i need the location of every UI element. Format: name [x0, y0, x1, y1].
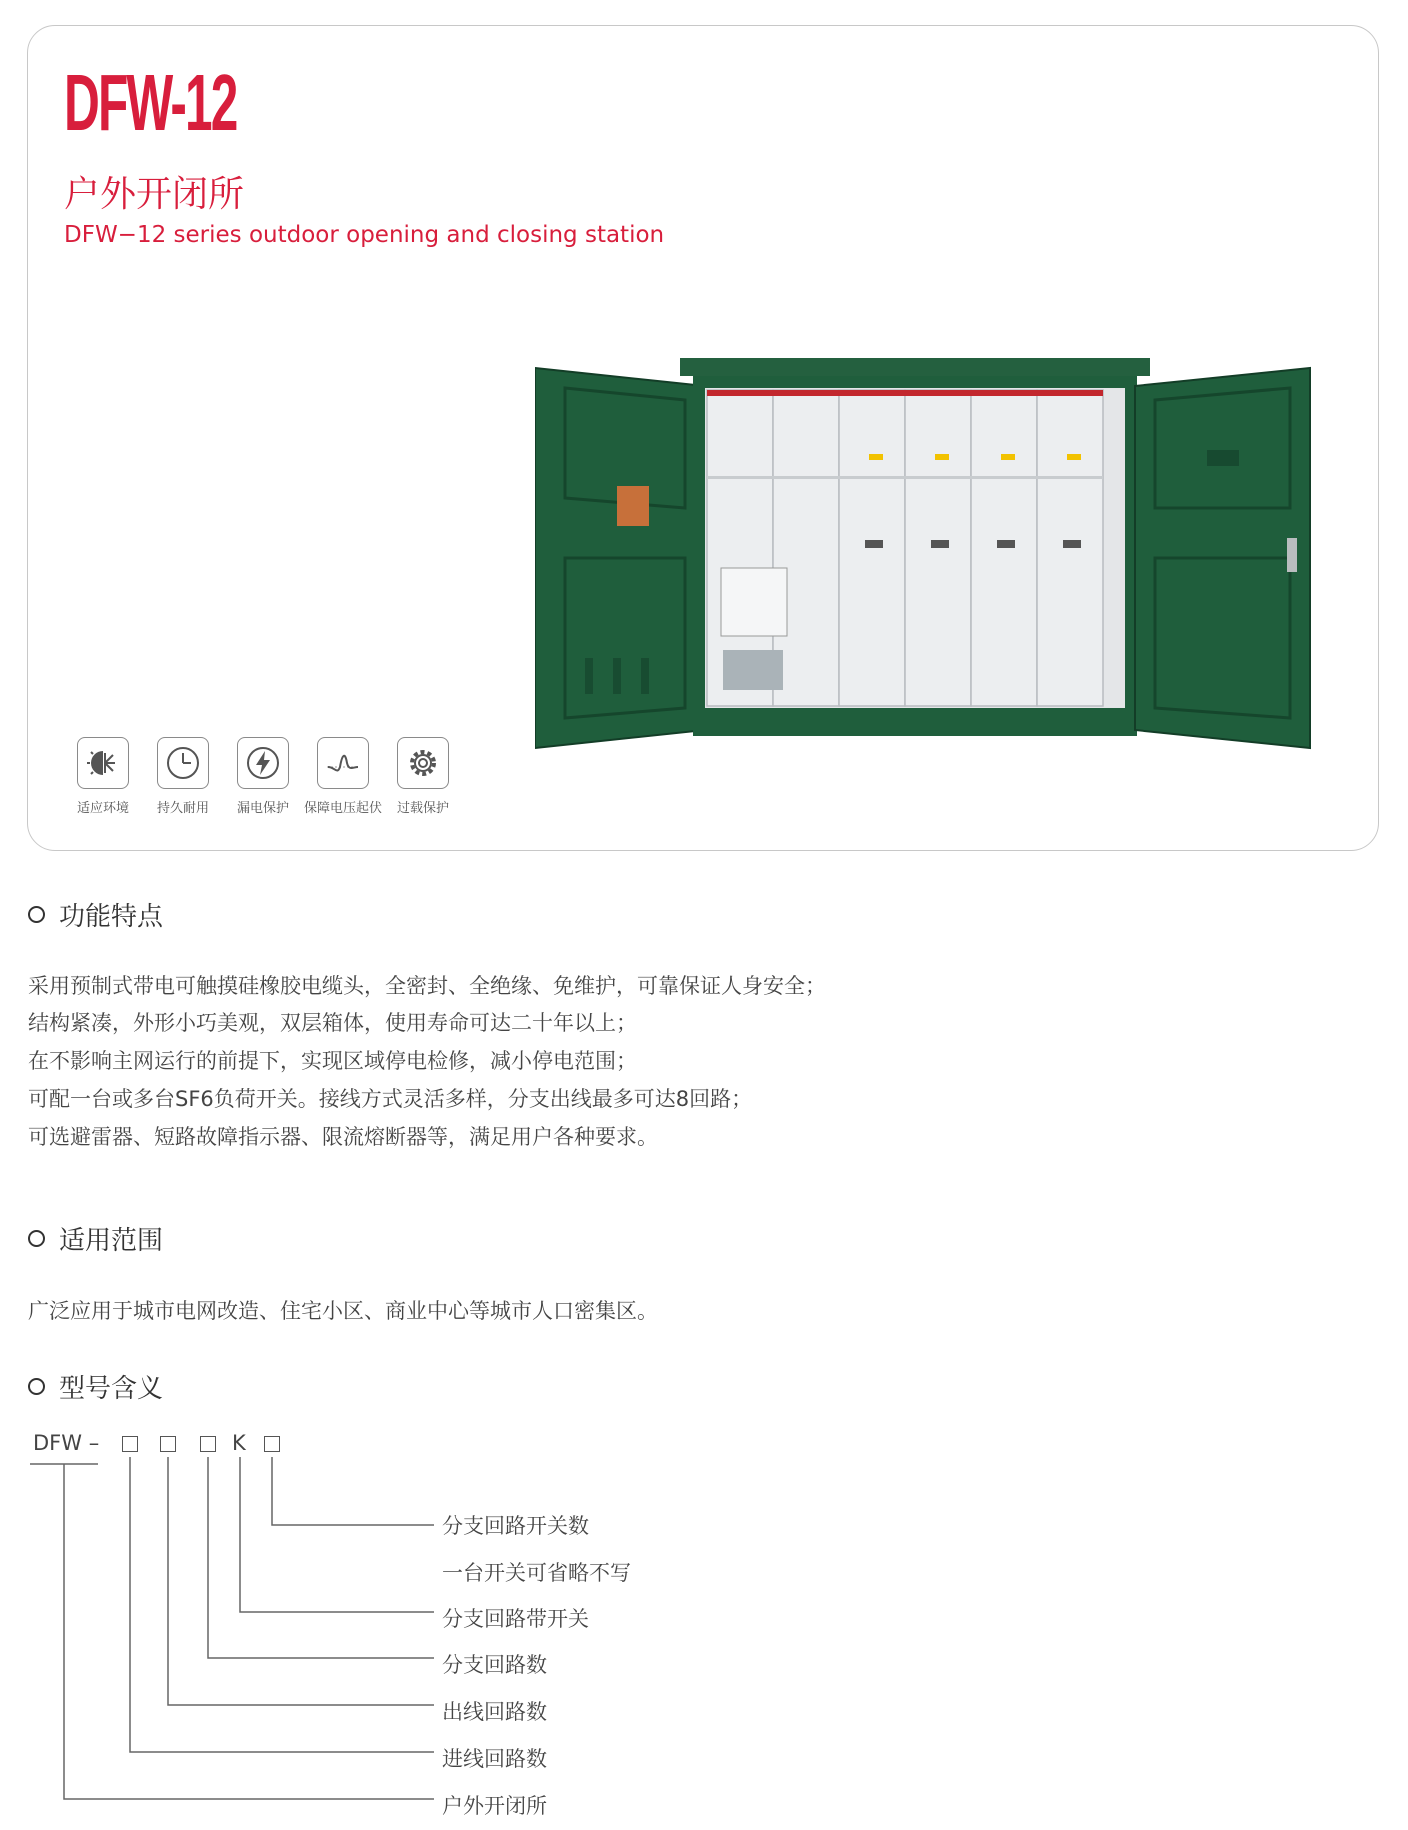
function-line: 结构紧凑，外形小巧美观，双层箱体，使用寿命可达二十年以上； [28, 1011, 637, 1035]
feature-label: 持久耐用 [156, 801, 209, 816]
feature-label: 过载保护 [396, 801, 449, 816]
legend-item: 户外开闭所 [442, 1794, 547, 1818]
function-line: 可配一台或多台SF6负荷开关。接线方式灵活多样，分支出线最多可达8回路； [28, 1087, 753, 1111]
model-title: DFW-12 [64, 58, 237, 147]
feature-label: 漏电保护 [236, 801, 289, 816]
legend-item: 分支回路数 [442, 1653, 547, 1677]
code-letter: K [232, 1431, 246, 1455]
section-title: 功能特点 [59, 902, 164, 932]
scope-text: 广泛应用于城市电网改造、住宅小区、商业中心等城市人口密集区。 [28, 1299, 658, 1323]
subtitle-en: DFW−12 series outdoor opening and closing station [64, 222, 665, 248]
legend-item: 分支回路开关数 [442, 1514, 589, 1538]
legend-item: 一台开关可省略不写 [442, 1561, 631, 1585]
legend-item: 进线回路数 [442, 1747, 547, 1771]
feature-label: 保障电压起伏 [303, 801, 382, 816]
function-line: 在不影响主网运行的前提下，实现区域停电检修，减小停电范围； [28, 1049, 637, 1073]
function-line: 采用预制式带电可触摸硅橡胶电缆头，全密封、全绝缘、免维护，可靠保证人身安全； [28, 974, 826, 998]
subtitle-cn: 户外开闭所 [64, 174, 245, 215]
function-line: 可选避雷器、短路故障指示器、限流熔断器等，满足用户各种要求。 [28, 1125, 658, 1149]
model-code-prefix: DFW – [33, 1431, 100, 1455]
legend-item: 出线回路数 [442, 1700, 547, 1724]
section-title: 型号含义 [59, 1374, 164, 1404]
feature-label: 适应环境 [76, 801, 129, 816]
section-title: 适用范围 [59, 1226, 164, 1256]
legend-item: 分支回路带开关 [442, 1607, 589, 1631]
